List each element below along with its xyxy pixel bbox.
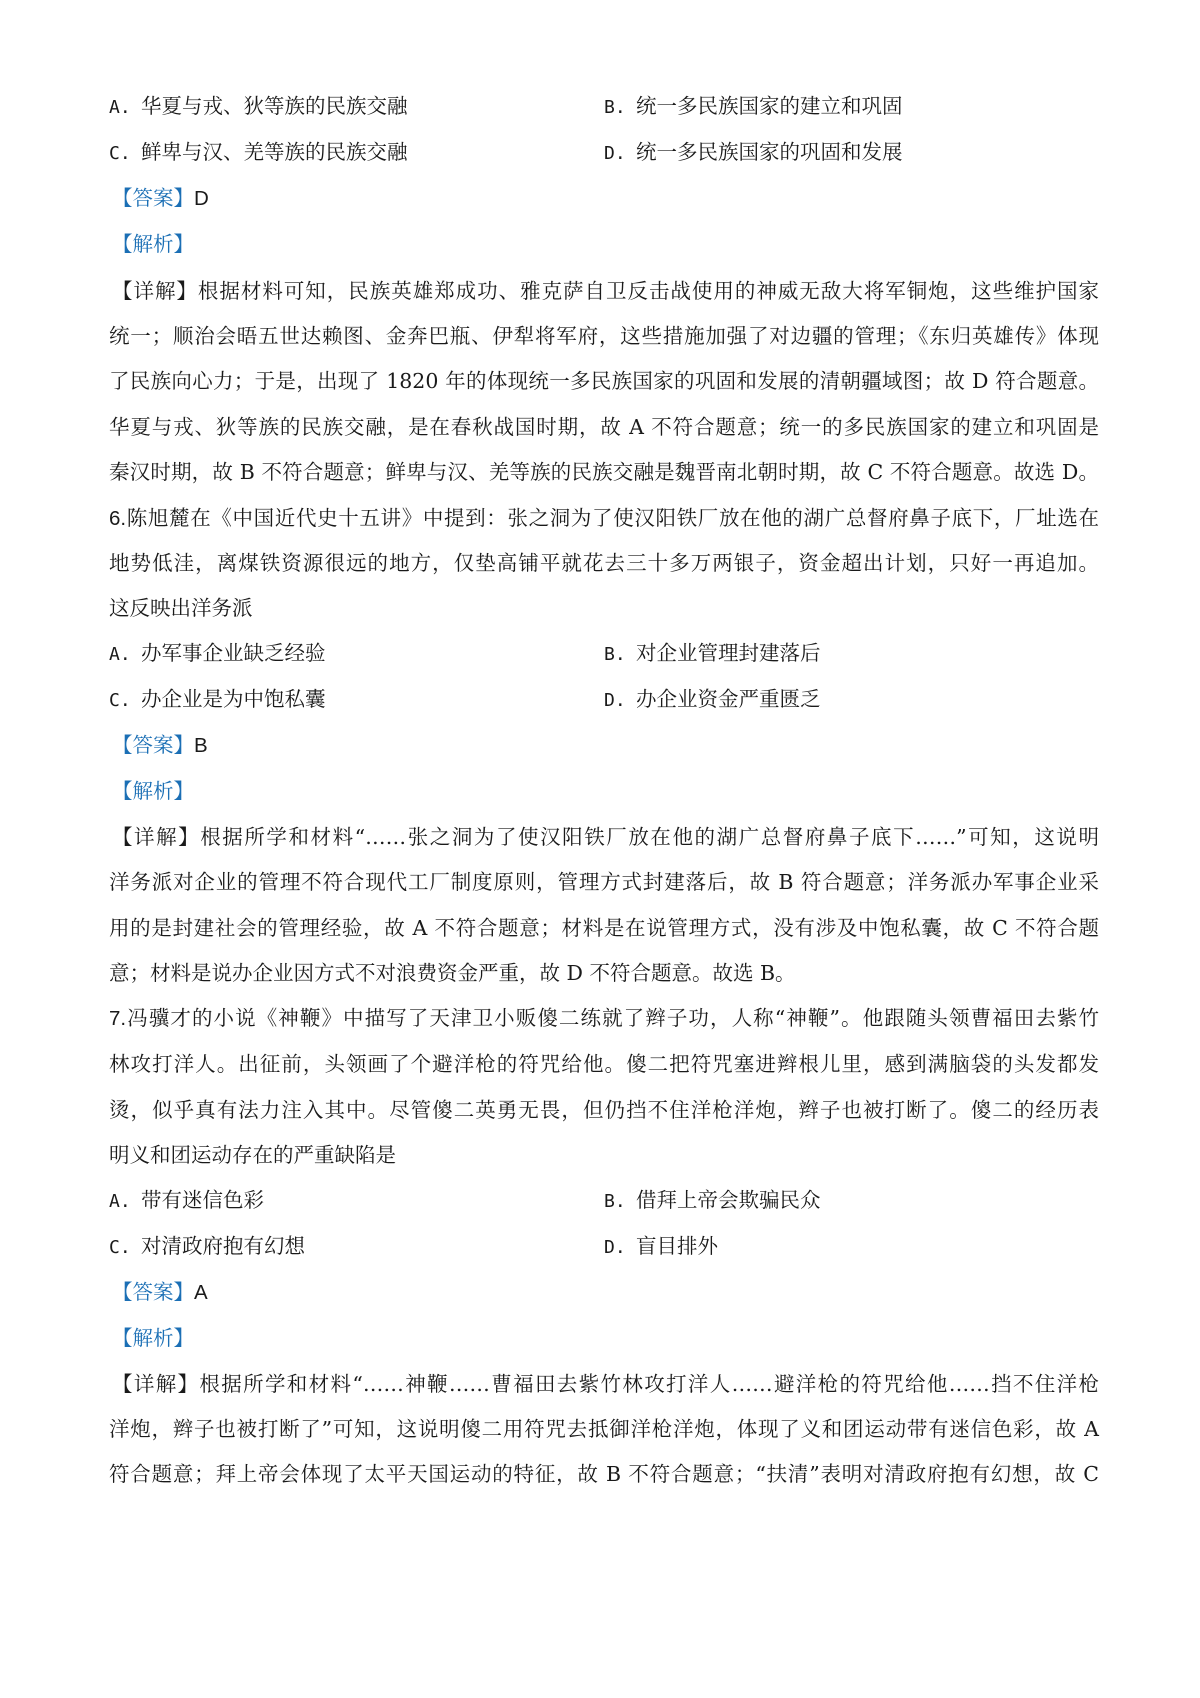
q6-option-a	[109, 638, 326, 670]
q5-detail-line-3: 了民族向心力；于是，出现了 1820 年的体现统一多民族国家的巩固和发展的清朝疆域图；故 D 符合题意。	[109, 369, 1099, 393]
option-letter: C.	[109, 1237, 131, 1258]
q6-option-b	[604, 638, 821, 670]
option-letter: C.	[109, 143, 131, 164]
option-letter: C.	[109, 690, 131, 711]
option-letter: D.	[604, 1237, 626, 1258]
option-letter: D.	[604, 143, 626, 164]
q5-detail-line-4: 华夏与戎、狄等族的民族交融，是在春秋战国时期，故 A 不符合题意；统一的多民族国家的建立和巩固是	[109, 415, 1099, 439]
q7-detail-line-1	[112, 1369, 1099, 1399]
q7-option-c	[109, 1231, 305, 1263]
q5-answer	[112, 183, 1102, 214]
answer-label: 【答案】	[112, 1280, 194, 1304]
option-text: 盲目排外	[636, 1234, 718, 1258]
analysis-label: 【解析】	[112, 779, 194, 803]
option-letter: D.	[604, 690, 626, 711]
option-text: 鲜卑与汉、羌等族的民族交融	[141, 140, 408, 164]
q5-detail-line-5: 秦汉时期，故 B 不符合题意；鲜卑与汉、羌等族的民族交融是魏晋南北朝时期，故 C 不符合题意。故选 D。	[109, 460, 1099, 484]
question-number: 7.	[109, 1007, 127, 1030]
q6-option-c	[109, 684, 326, 716]
q5-option-b	[604, 91, 903, 123]
detail-label: 【详解】	[112, 279, 198, 303]
q7-stem-line-1	[109, 1003, 1099, 1034]
option-text: 带有迷信色彩	[141, 1188, 264, 1212]
option-letter: A.	[109, 644, 131, 665]
option-text: 办军事企业缺乏经验	[141, 641, 326, 665]
q7-stem-line-4: 明义和团运动存在的严重缺陷是	[109, 1143, 396, 1167]
answer-label: 【答案】	[112, 733, 194, 757]
q7-option-a	[109, 1185, 264, 1217]
option-text: 统一多民族国家的建立和巩固	[636, 94, 903, 118]
option-text: 办企业是为中饱私囊	[141, 687, 326, 711]
question-number: 6.	[109, 507, 127, 530]
q7-answer	[112, 1277, 1102, 1308]
option-text: 对清政府抱有幻想	[141, 1234, 305, 1258]
answer-value: B	[194, 734, 208, 757]
option-text: 华夏与戎、狄等族的民族交融	[141, 94, 408, 118]
q7-option-b	[604, 1185, 821, 1217]
q6-detail-line-2: 洋务派对企业的管理不符合现代工厂制度原则，管理方式封建落后，故 B 符合题意；洋务派办军事企业采	[109, 870, 1099, 894]
q7-detail-line-3: 符合题意；拜上帝会体现了太平天国运动的特征，故 B 不符合题意；“扶清”表明对清政府抱有幻想，故 C	[109, 1462, 1099, 1486]
q5-detail-line-2: 统一；顺治会晤五世达赖图、金奔巴瓶、伊犁将军府，这些措施加强了对边疆的管理；《东归英雄传》体现	[109, 324, 1099, 348]
answer-label: 【答案】	[112, 186, 194, 210]
option-letter: A.	[109, 1191, 131, 1212]
detail-label: 【详解】	[112, 1372, 200, 1396]
q7-detail-line-2: 洋炮，辫子也被打断了”可知，这说明傻二用符咒去抵御洋枪洋炮，体现了义和团运动带有迷信色彩，故 A	[109, 1417, 1099, 1441]
detail-text: 根据材料可知，民族英雄郑成功、雅克萨自卫反击战使用的神威无敌大将军铜炮，这些维护国家	[197, 279, 1100, 303]
q6-detail-line-3: 用的是封建社会的管理经验，故 A 不符合题意；材料是在说管理方式，没有涉及中饱私囊，故 C 不符合题	[109, 916, 1099, 940]
q7-analysis-label	[112, 1323, 1102, 1353]
analysis-label: 【解析】	[112, 232, 194, 256]
stem-text: 陈旭麓在《中国近代史十五讲》中提到：张之洞为了使汉阳铁厂放在他的湖广总督府鼻子底下，厂址选在	[126, 506, 1099, 530]
answer-value: A	[194, 1281, 208, 1304]
q5-detail-line-1	[112, 276, 1099, 306]
q5-analysis-label	[112, 229, 1102, 259]
q6-detail-line-4: 意；材料是说办企业因方式不对浪费资金严重，故 D 不符合题意。故选 B。	[109, 961, 796, 985]
q6-answer	[112, 730, 1102, 761]
q6-stem-line-1	[109, 503, 1099, 534]
q6-detail-line-1	[112, 822, 1099, 852]
answer-value: D	[194, 187, 209, 210]
q5-option-d	[604, 137, 903, 169]
analysis-label: 【解析】	[112, 1326, 194, 1350]
option-letter: B.	[604, 1191, 626, 1212]
q7-stem-line-2: 林攻打洋人。出征前，头领画了个避洋枪的符咒给他。傻二把符咒塞进辫根儿里，感到满脑袋的头发都发	[109, 1052, 1099, 1076]
q7-stem-line-3: 烫，似乎真有法力注入其中。尽管傻二英勇无畏，但仍挡不住洋枪洋炮，辫子也被打断了。傻二的经历表	[109, 1098, 1099, 1122]
option-letter: B.	[604, 644, 626, 665]
q6-stem-line-3: 这反映出洋务派	[109, 596, 253, 620]
option-letter: B.	[604, 97, 626, 118]
option-text: 对企业管理封建落后	[636, 641, 821, 665]
q5-option-c	[109, 137, 408, 169]
q6-option-d	[604, 684, 821, 716]
detail-text: 根据所学和材料“……张之洞为了使汉阳铁厂放在他的湖广总督府鼻子底下……”可知，这说明	[200, 825, 1099, 849]
detail-text: 根据所学和材料“……神鞭……曹福田去紫竹林攻打洋人……避洋枪的符咒给他……挡不住洋枪	[199, 1372, 1099, 1396]
stem-text: 冯骥才的小说《神鞭》中描写了天津卫小贩傻二练就了辫子功，人称“神鞭”。他跟随头领曹福田去紫竹	[126, 1006, 1099, 1030]
q7-option-d	[604, 1231, 718, 1263]
option-text: 借拜上帝会欺骗民众	[636, 1188, 821, 1212]
option-text: 办企业资金严重匮乏	[636, 687, 821, 711]
q6-stem-line-2: 地势低洼，离煤铁资源很远的地方，仅垫高铺平就花去三十多万两银子，资金超出计划，只好一再追加。	[109, 551, 1099, 575]
q6-analysis-label	[112, 776, 1102, 806]
option-text: 统一多民族国家的巩固和发展	[636, 140, 903, 164]
q5-option-a	[109, 91, 408, 123]
option-letter: A.	[109, 97, 131, 118]
detail-label: 【详解】	[112, 825, 201, 849]
